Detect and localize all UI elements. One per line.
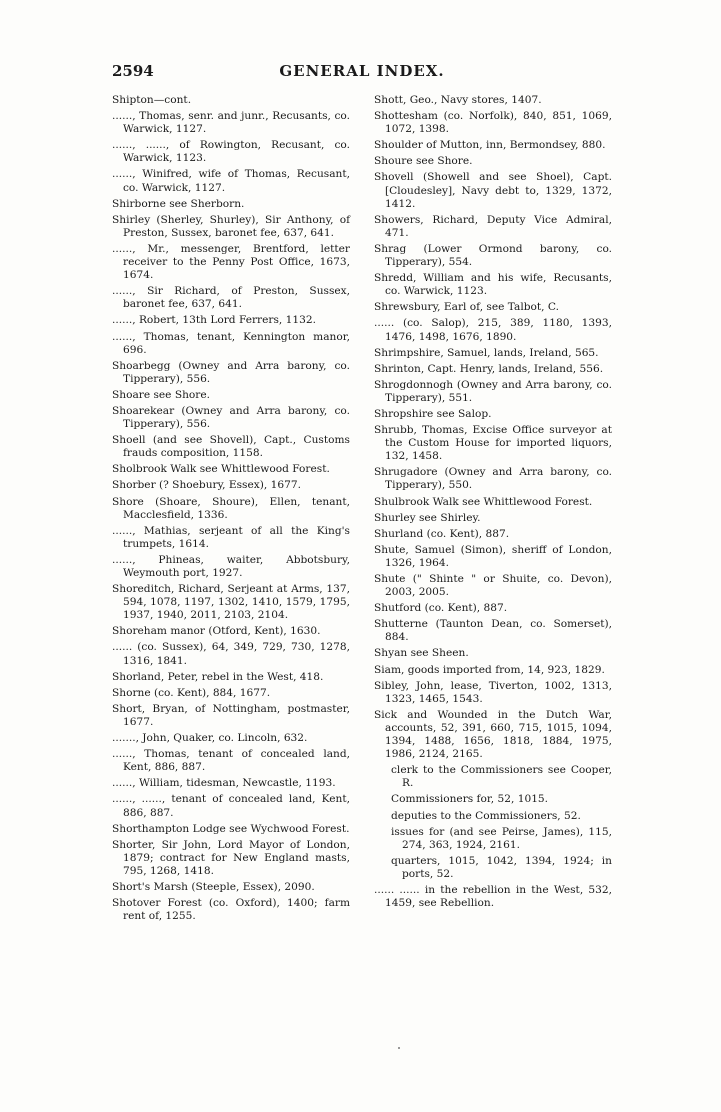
index-entry: ......., John, Quaker, co. Lincoln, 632. xyxy=(112,732,308,745)
index-entry: Shute, Samuel (Simon), sheriff of London, 1326, 1964. xyxy=(374,543,612,569)
index-entry: Shoulder of Mutton, inn, Bermondsey, 880. xyxy=(374,139,606,152)
right-column xyxy=(374,94,612,913)
index-entry: ...... ...... in the rebellion in the West, 532, 1459, see Rebellion. xyxy=(374,883,612,910)
index-entry: Shoarekear (Owney and Arra barony, co. Tipperary), 556. xyxy=(112,404,350,431)
index-entry: Shute (" Shinte " or Shuite, co. Devon), 2003, 2005. xyxy=(374,573,612,599)
index-entry: Shoreham manor (Otford, Kent), 1630. xyxy=(112,625,321,638)
index-entry: Shipton—cont. xyxy=(112,94,192,106)
index-entry: Shorter, Sir John, Lord Mayor of London, 1879; contract for New England masts, 795, 1268, 1418. xyxy=(112,838,350,877)
index-entry: Short, Bryan, of Nottingham, postmaster, 1677. xyxy=(112,702,350,728)
left-column xyxy=(112,94,350,926)
index-entry: Shulbrook Walk see Whittlewood Forest. xyxy=(374,495,593,508)
index-sub-entry: issues for (and see Peirse, James), 115, 274, 363, 1924, 2161. xyxy=(391,825,612,851)
index-entry: Shoure see Shore. xyxy=(374,155,473,168)
index-entry: Sibley, John, lease, Tiverton, 1002, 1313, 1323, 1465, 1543. xyxy=(374,679,612,705)
index-entry: Shrinton, Capt. Henry, lands, Ireland, 556. xyxy=(374,362,604,375)
index-entry: Shoell (and see Shovell), Capt., Customs frauds composition, 1158. xyxy=(112,434,350,460)
page-header xyxy=(112,62,612,84)
index-entry: Shurland (co. Kent), 887. xyxy=(374,527,510,540)
index-entry: ......, ......, of Rowington, Recusant, co. Warwick, 1123. xyxy=(112,139,350,165)
index-entry: Shorber (? Shoebury, Essex), 1677. xyxy=(112,479,301,492)
index-entry: Shott, Geo., Navy stores, 1407. xyxy=(374,94,542,106)
page-number: 2594 xyxy=(112,62,154,80)
index-entry: Shrewsbury, Earl of, see Talbot, C. xyxy=(374,301,559,314)
index-entry: Shrag (Lower Ormond barony, co. Tipperary), 554. xyxy=(374,242,612,269)
index-entry: Shirborne see Sherborn. xyxy=(112,197,245,210)
index-entry: Shovell (Showell and see Shoel), Capt. [Cloudesley], Navy debt to, 1329, 1372, 1412. xyxy=(374,171,612,210)
index-entry: ...... (co. Sussex), 64, 349, 729, 730, 1278, 1316, 1841. xyxy=(112,641,350,667)
index-entry: ......, Mr., messenger, Brentford, letter receiver to the Penny Post Office, 1673, 1674. xyxy=(112,242,350,282)
index-entry: ...... (co. Salop), 215, 389, 1180, 1393, 1476, 1498, 1676, 1890. xyxy=(374,317,612,343)
index-entry: Siam, goods imported from, 14, 923, 1829. xyxy=(374,663,605,676)
index-entry: ......, ......, tenant of concealed land, Kent, 886, 887. xyxy=(112,793,350,819)
index-entry: Short's Marsh (Steeple, Essex), 2090. xyxy=(112,880,315,893)
index-entry: Shurley see Shirley. xyxy=(374,511,481,524)
index-entry: Shyan see Sheen. xyxy=(374,647,469,660)
index-entry: Shutford (co. Kent), 887. xyxy=(374,602,508,615)
index-entry: Shorland, Peter, rebel in the West, 418. xyxy=(112,670,324,683)
index-entry: Shirley (Sherley, Shurley), Sir Anthony, of Preston, Sussex, baronet fee, 637, 641. xyxy=(112,213,350,239)
index-entry: Shutterne (Taunton Dean, co. Somerset), 884. xyxy=(374,618,612,644)
index-entry: ......, William, tidesman, Newcastle, 1193. xyxy=(112,777,336,790)
index-entry: Showers, Richard, Deputy Vice Admiral, 471. xyxy=(374,213,612,239)
index-entry: Shorne (co. Kent), 884, 1677. xyxy=(112,686,271,699)
index-sub-entry: quarters, 1015, 1042, 1394, 1924; in ports, 52. xyxy=(391,854,612,880)
index-entry: ......, Thomas, tenant of concealed land, Kent, 886, 887. xyxy=(112,748,350,774)
index-sub-entry: deputies to the Commissioners, 52. xyxy=(391,809,581,822)
index-entry: Shotover Forest (co. Oxford), 1400; farm rent of, 1255. xyxy=(112,897,350,923)
page-title: GENERAL INDEX. xyxy=(279,62,445,80)
index-entry: Shoare see Shore. xyxy=(112,388,210,401)
index-entry: ......, Sir Richard, of Preston, Sussex, baronet fee, 637, 641. xyxy=(112,285,350,311)
index-entry: Shottesham (co. Norfolk), 840, 851, 1069, 1072, 1398. xyxy=(374,110,612,136)
index-entry: ......, Phineas, waiter, Abbotsbury, Weymouth port, 1927. xyxy=(112,553,350,579)
page-speck xyxy=(398,1047,400,1049)
index-entry: Shropshire see Salop. xyxy=(374,407,492,420)
index-entry: ......, Thomas, senr. and junr., Recusants, co. Warwick, 1127. xyxy=(112,110,350,136)
index-entry: Shoreditch, Richard, Serjeant at Arms, 137, 594, 1078, 1197, 1302, 1410, 1579, 1795, 1937, 1940, 2011, 2103, 2104. xyxy=(112,583,350,622)
index-entry: Shrugadore (Owney and Arra barony, co. Tipperary), 550. xyxy=(374,466,612,492)
index-entry: ......, Winifred, wife of Thomas, Recusant, co. Warwick, 1127. xyxy=(112,168,350,194)
index-entry: Shrogdonnogh (Owney and Arra barony, co. Tipperary), 551. xyxy=(374,378,612,404)
index-entry: ......, Robert, 13th Lord Ferrers, 1132. xyxy=(112,314,316,327)
index-entry: Shredd, William and his wife, Recusants, co. Warwick, 1123. xyxy=(374,272,612,298)
index-sub-entry: clerk to the Commissioners see Cooper, R. xyxy=(391,764,612,790)
index-entry: ......, Mathias, serjeant of all the King's trumpets, 1614. xyxy=(112,524,350,550)
index-entry: Shore (Shoare, Shoure), Ellen, tenant, Macclesfield, 1336. xyxy=(112,495,350,521)
index-entry: Shoarbegg (Owney and Arra barony, co. Tipperary), 556. xyxy=(112,359,350,385)
index-entry: Sholbrook Walk see Whittlewood Forest. xyxy=(112,463,330,476)
index-sub-entry: Commissioners for, 52, 1015. xyxy=(391,793,549,806)
index-entry: Shrubb, Thomas, Excise Office surveyor at the Custom House for imported liquors, 132, 1458. xyxy=(374,424,612,463)
index-entry: ......, Thomas, tenant, Kennington manor, 696. xyxy=(112,330,350,356)
index-entry: Shrimpshire, Samuel, lands, Ireland, 565. xyxy=(374,346,599,359)
index-entry: Sick and Wounded in the Dutch War, accounts, 52, 391, 660, 715, 1015, 1094, 1394, 1488, 1656, 1818, 1884, 1975, 1986, 2124, 2165. xyxy=(374,708,612,761)
index-entry: Shorthampton Lodge see Wychwood Forest. xyxy=(112,822,350,835)
